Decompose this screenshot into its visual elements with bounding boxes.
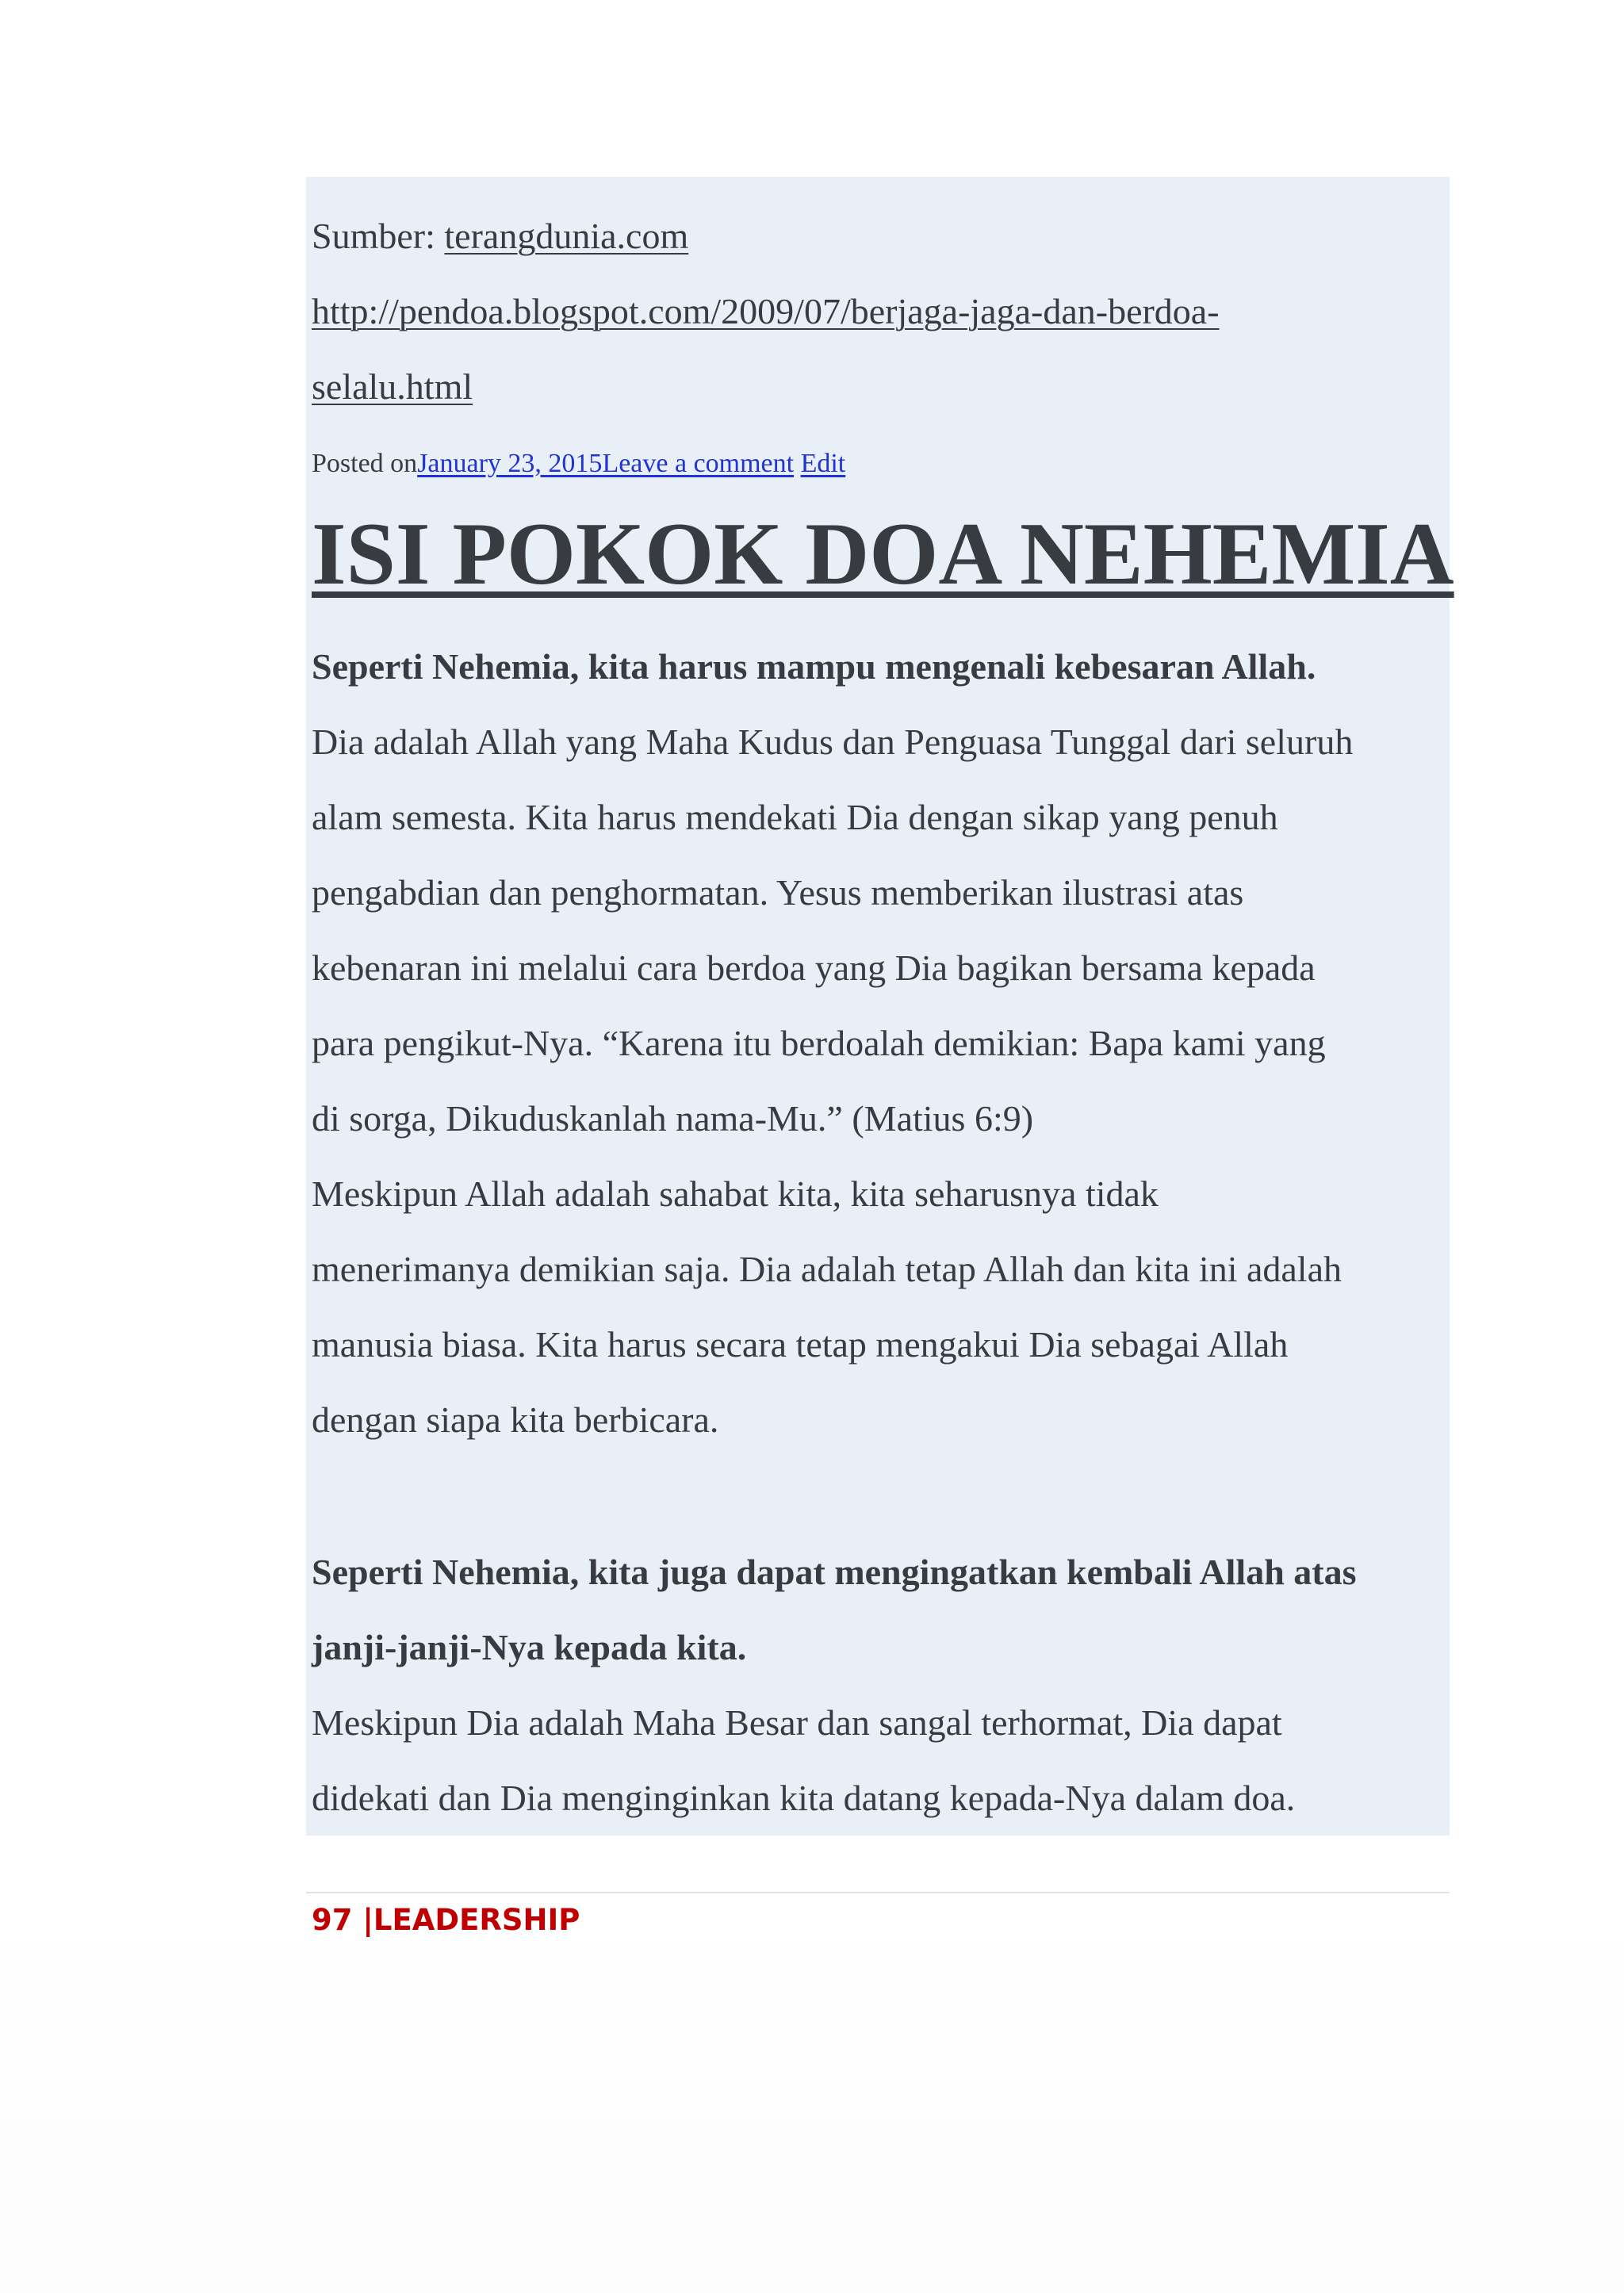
footer-divider	[306, 1892, 1450, 1893]
body-line: didekati dan Dia menginginkan kita datang kepada-Nya dalam doa.	[312, 1778, 1296, 1818]
body-line: pengabdian dan penghormatan. Yesus memberikan ilustrasi atas	[312, 872, 1244, 913]
section-1-heading: Seperti Nehemia, kita harus mampu mengenali kebesaran Allah.	[312, 646, 1316, 687]
body-line: Dia adalah Allah yang Maha Kudus dan Penguasa Tunggal dari seluruh	[312, 722, 1354, 762]
source-url-line-1	[312, 274, 1454, 349]
source-url-link-part-2[interactable]: selalu.html	[312, 366, 473, 407]
source-link[interactable]: terangdunia.com	[444, 216, 689, 256]
body-line: alam semesta. Kita harus mendekati Dia dengan sikap yang penuh	[312, 797, 1278, 837]
section-1	[312, 629, 1454, 1457]
body-line: Meskipun Dia adalah Maha Besar dan sangal terhormat, Dia dapat	[312, 1702, 1282, 1743]
article-title[interactable]: ISI POKOK DOA NEHEMIA	[312, 505, 1454, 603]
body-line: Meskipun Allah adalah sahabat kita, kita seharusnya tidak	[312, 1173, 1159, 1214]
source-label: Sumber:	[312, 216, 445, 256]
section-2	[312, 1534, 1454, 1836]
body-line: kebenaran ini melalui cara berdoa yang Dia bagikan bersama kepada	[312, 947, 1316, 988]
edit-link[interactable]: Edit	[800, 449, 846, 478]
source-url-link-part-1[interactable]: http://pendoa.blogspot.com/2009/07/berjaga-jaga-dan-berdoa-	[312, 291, 1220, 331]
page-footer: 97 |LEADERSHIP	[312, 1903, 580, 1937]
body-line: di sorga, Dikuduskanlah nama-Mu.” (Matius 6:9)	[312, 1098, 1034, 1139]
leave-comment-link[interactable]: Leave a comment	[602, 449, 795, 478]
section-2-heading-line-2: janji-janji-Nya kepada kita.	[312, 1627, 747, 1667]
body-line: dengan siapa kita berbicara.	[312, 1399, 719, 1440]
body-line: manusia biasa. Kita harus secara tetap mengakui Dia sebagai Allah	[312, 1324, 1289, 1365]
article-content	[312, 198, 1454, 1836]
post-meta	[312, 448, 1454, 480]
body-line: para pengikut-Nya. “Karena itu berdoalah demikian: Bapa kami yang	[312, 1023, 1326, 1063]
section-2-heading-line-1: Seperti Nehemia, kita juga dapat mengingatkan kembali Allah atas	[312, 1552, 1357, 1592]
source-line	[312, 198, 1454, 274]
post-date-link[interactable]: January 23, 2015	[417, 449, 603, 478]
page-background	[0, 1903, 1624, 2293]
posted-on-label: Posted on	[312, 449, 418, 478]
source-url-line-2	[312, 349, 1454, 424]
body-line: menerimanya demikian saja. Dia adalah tetap Allah dan kita ini adalah	[312, 1249, 1342, 1289]
